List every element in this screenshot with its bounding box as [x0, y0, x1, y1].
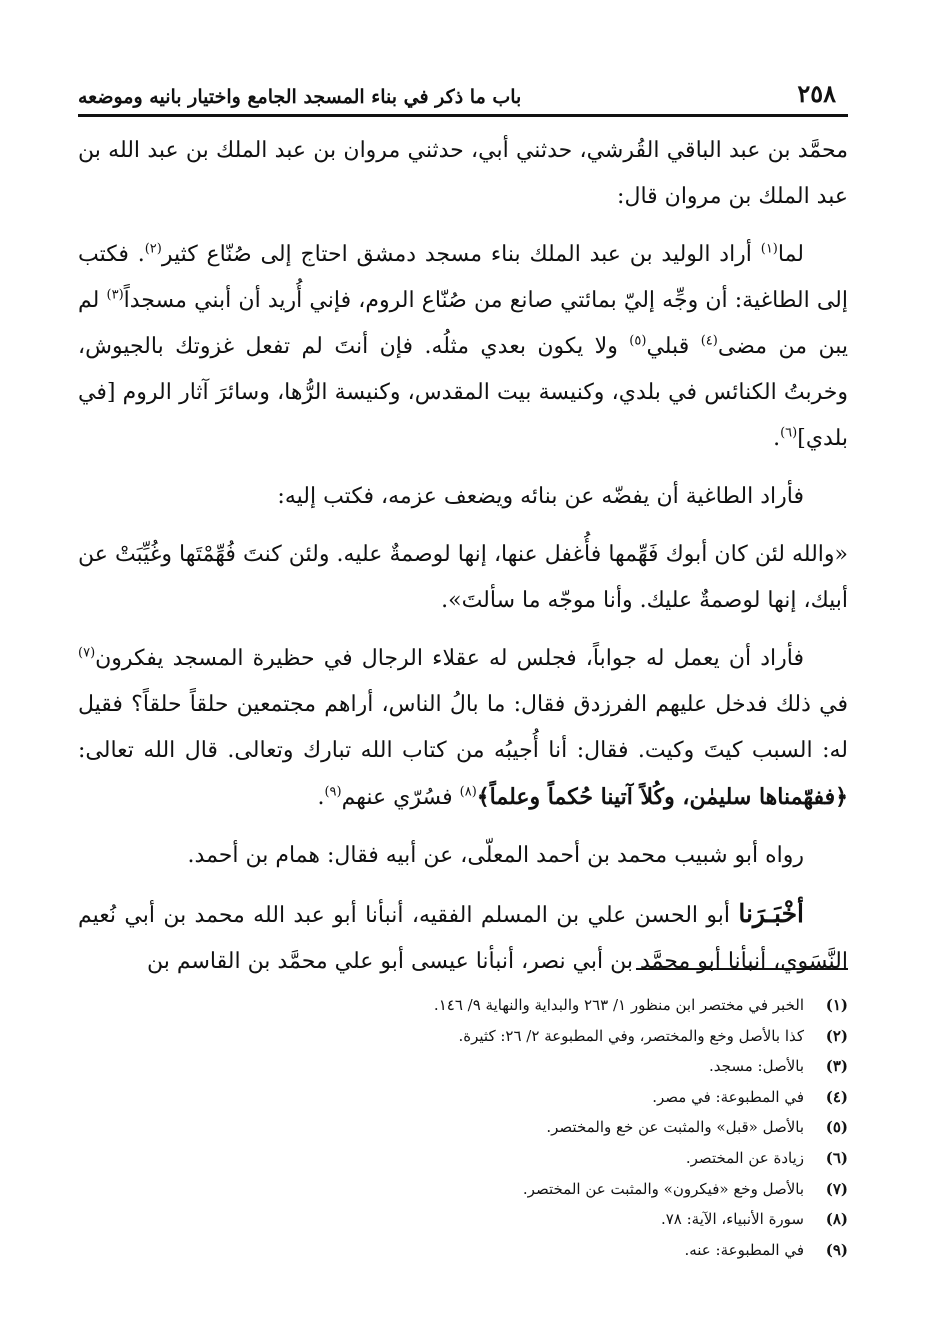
text-run: فأراد الطاغية أن يفضّه عن بنائه ويضعف عزمه، فكتب إليه:	[277, 484, 804, 509]
footnote-number: (٨)	[825, 1210, 848, 1229]
chapter-title: باب ما ذكر في بناء المسجد الجامع واختيار بانيه وموضعه	[78, 86, 522, 108]
quran-quote: ﴿ففهّمناها سليمٰن، وكُلاً آتينا حُكماً وعلماً﴾	[476, 784, 848, 810]
paragraph	[78, 128, 848, 220]
footnote	[78, 1082, 848, 1113]
paragraph	[78, 636, 848, 821]
text-run: . فكتب إلى الطاغية: أن وجِّه إليّ بمائتي صانع من صُنّاع الروم، فإني أُريد أن أبني مسجداً	[78, 242, 848, 313]
footnote	[78, 1235, 848, 1266]
main-text	[78, 128, 848, 997]
text-run: ولا يكون بعدي مثلُه. فإن أنتَ لم تفعل غزوتك بالجيوش، وخربتُ الكنائس في بلدي، وكنيسة بيت المقدس، وكنيسة الرُّها، وسائرَ آثار الروم [في بلدي]	[78, 334, 848, 451]
footnote-number: (١)	[825, 996, 848, 1014]
footnote-marker: (٨)	[459, 784, 477, 800]
footnote-marker: (١)	[760, 241, 778, 257]
text-run: لم يبن من مضى	[78, 288, 848, 359]
isnad-lead-word: أخْبَـرَنا	[738, 899, 804, 928]
footnote-divider	[636, 968, 848, 970]
running-header	[78, 64, 848, 117]
text-run: رواه أبو شبيب محمد بن أحمد المعلّى، عن أبيه فقال: همام بن أحمد.	[187, 843, 804, 868]
text-run: فسُرّي عنهم	[341, 785, 460, 810]
text-run: قبلي	[646, 334, 701, 359]
footnote-marker: (٣)	[106, 287, 124, 303]
paragraph	[78, 232, 848, 462]
footnote-text: زيادة عن المختصر.	[685, 1148, 804, 1167]
footnote-number: (٤)	[825, 1087, 848, 1106]
text-run: أبو الحسن علي بن المسلم الفقيه، أنبأنا أبو عبد الله محمد بن أبي نُعيم النَّسَوي، أنبأنا أبو محمَّد بن أبي نصر، أنبأنا عيسى أبو علي محمَّد بن القاسم بن	[78, 903, 848, 974]
text-run: محمَّد بن عبد الباقي القُرشي، حدثني أبي، حدثني مروان بن عبد الملك بن عبد الله بن عبد الملك بن مروان قال:	[78, 138, 848, 209]
text-run: «والله لئن كان أبوك فَهِّمها فأُغفل عنها، إنها لوصمةٌ عليه. ولئن كنتَ فُهِّمْتَها وغُيِّبَتْ عن أبيك، إنها لوصمةٌ عليك. وأنا موجّه ما سألتَ».	[78, 542, 848, 613]
footnote-number: (٥)	[825, 1118, 848, 1137]
footnote	[78, 1051, 848, 1082]
footnote-text: سورة الأنبياء، الآية: ٧٨.	[660, 1210, 804, 1229]
footnote	[78, 1021, 848, 1052]
footnote	[78, 1204, 848, 1235]
footnotes	[78, 990, 848, 1265]
footnote-marker: (٦)	[780, 425, 798, 441]
footnote	[78, 1112, 848, 1143]
footnote-marker: (٤)	[700, 333, 718, 349]
footnote-marker: (٥)	[629, 333, 647, 349]
footnote-text: بالأصل «قبل» والمثبت عن خع والمختصر.	[546, 1118, 804, 1137]
footnote-marker: (٩)	[324, 784, 342, 800]
footnote-text: الخبر في مختصر ابن منظور ١/ ٢٦٣ والبداية والنهاية ٩/ ١٤٦.	[433, 996, 804, 1014]
footnote-number: (٩)	[825, 1240, 848, 1259]
footnote-text: في المطبوعة: في مصر.	[652, 1087, 804, 1106]
footnote-number: (٢)	[825, 1026, 848, 1045]
footnote-marker: (٢)	[144, 241, 162, 257]
text-run: لما	[777, 242, 804, 267]
paragraph	[78, 532, 848, 624]
footnote-text: بالأصل: مسجد.	[709, 1057, 804, 1076]
footnote	[78, 1174, 848, 1205]
footnote-number: (٧)	[825, 1179, 848, 1198]
text-run: أراد الوليد بن عبد الملك بناء مسجد دمشق احتاج إلى صُنّاع كثير	[161, 242, 761, 267]
footnote-number: (٣)	[825, 1057, 848, 1076]
footnote-text: كذا بالأصل وخع والمختصر، وفي المطبوعة ٢/ ٢٦: كثيرة.	[458, 1026, 804, 1045]
paragraph	[78, 891, 848, 985]
paragraph	[78, 474, 848, 520]
footnote-number: (٦)	[825, 1148, 848, 1167]
footnote-marker: (٧)	[78, 645, 96, 661]
paragraph	[78, 833, 848, 879]
footnote	[78, 1143, 848, 1174]
footnote-text: بالأصل وخع «فيكرون» والمثبت عن المختصر.	[522, 1179, 804, 1198]
footnote	[78, 990, 848, 1021]
page-number: ٢٥٨	[797, 79, 836, 108]
text-run: في ذلك فدخل عليهم الفرزدق فقال: ما بالُ الناس، أراهم مجتمعين حلقاً حلقاً؟ فقيل له: السبب كيتَ وكيت. فقال: أنا أُجيبُه من كتاب الله تبارك وتعالى. قال الله تعالى:	[78, 692, 848, 763]
text-run: .	[317, 785, 325, 810]
footnote-text: في المطبوعة: عنه.	[684, 1240, 804, 1259]
text-run: .	[773, 426, 781, 451]
text-run: فأراد أن يعمل له جواباً، فجلس له عقلاء الرجال في حظيرة المسجد يفكرون	[95, 646, 804, 671]
